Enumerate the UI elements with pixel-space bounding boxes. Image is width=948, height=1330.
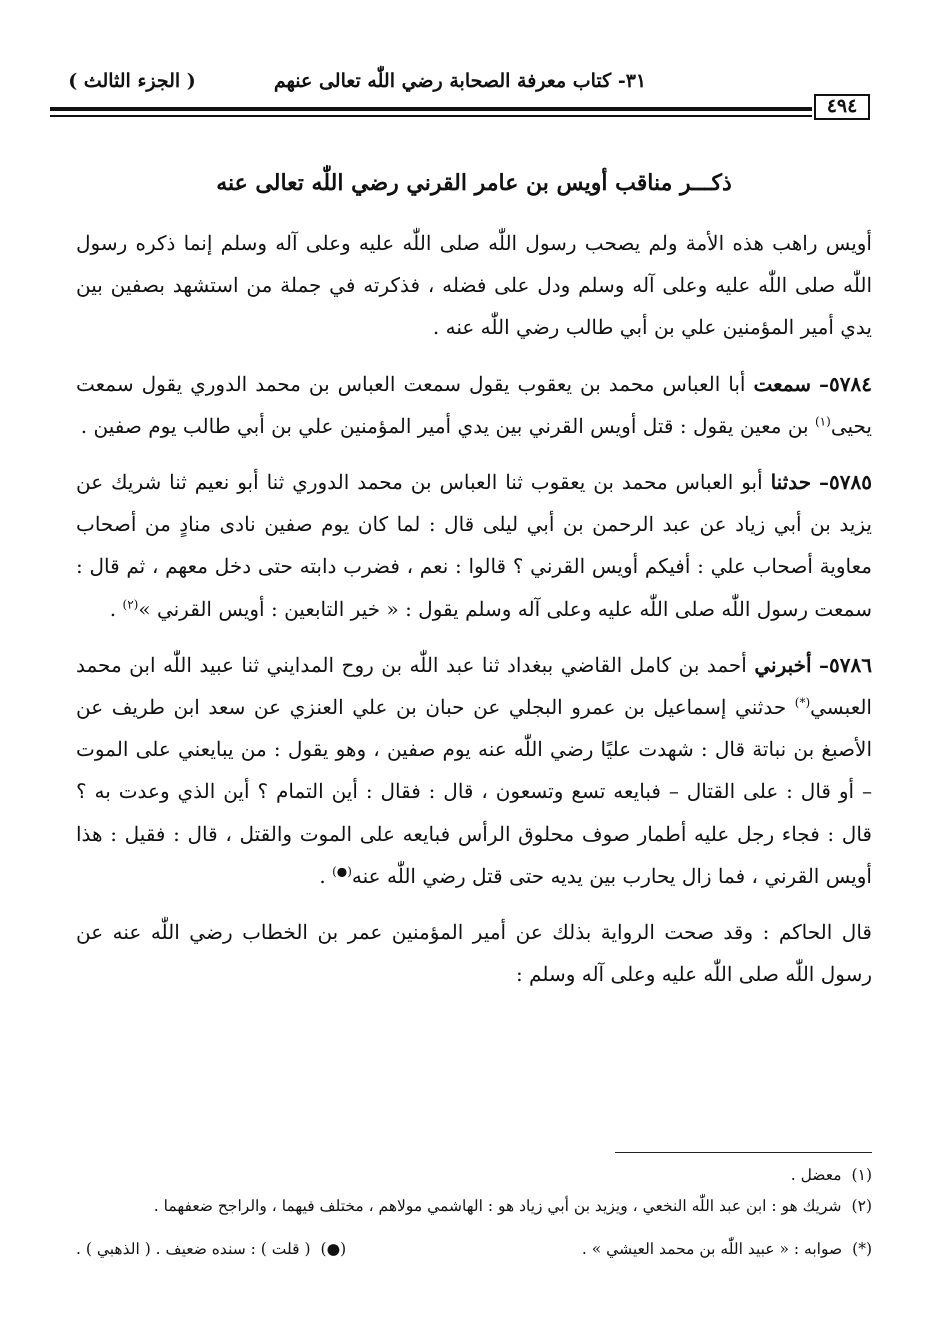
page-number: ٤٩٤	[814, 94, 870, 120]
footnote-separator	[615, 1152, 872, 1153]
footnote-star	[582, 1234, 872, 1265]
footnote-text: معضل .	[790, 1166, 842, 1184]
hadith-entry-5786	[76, 644, 872, 897]
hadith-text: .	[109, 596, 123, 621]
hadith-text: .	[319, 863, 333, 888]
header-rule-thick	[50, 107, 812, 111]
footnote-text: ( قلت ) : سنده ضعيف . ( الذهبي ) .	[76, 1240, 311, 1258]
footnote-marker: (٢)	[851, 1197, 872, 1215]
hadith-text: أبا العباس محمد بن يعقوب يقول سمعت العباس بن محمد الدوري يقول سمعت يحيى	[76, 371, 872, 438]
hadith-number: ٥٧٨٦–	[819, 652, 872, 677]
footnote-text: صوابه : « عبيد اللّٰه بن محمد العيشي » .	[581, 1240, 843, 1258]
hadith-entry-5785	[76, 461, 872, 630]
hadith-lead-word: سمعت	[753, 371, 812, 396]
footnote-dot	[76, 1234, 346, 1265]
hadith-entry-5784	[76, 363, 872, 447]
hadith-lead-word: أخبرني	[754, 652, 812, 677]
footnote-1	[76, 1160, 872, 1191]
hadith-number: ٥٧٨٥–	[819, 470, 872, 495]
hadith-lead-word: حدثنا	[770, 470, 812, 495]
hadith-text: بن معين يقول : قتل أويس القرني بين يدي أمير المؤمنين علي بن أبي طالب يوم صفين .	[80, 413, 815, 438]
footnote-marker: (*)	[852, 1240, 872, 1258]
main-text	[76, 222, 872, 995]
footnote-marker: (●)	[320, 1240, 347, 1258]
footnote-reference: (١)	[814, 414, 831, 429]
hadith-text: حدثني إسماعيل بن عمرو البجلي عن حبان بن علي العنزي عن سعد ابن طريف عن الأصبغ بن نباتة قال : شهدت عليًا رضي اللّٰه عنه يوم صفين ، وهو يقول : من يبايعني على الموت – أو قال : على القتال – فبايعه تسع وتسعون ، قال : فقال : أين التمام ؟ أين الذي وعدت به ؟ قال : فجاء رجل عليه أطمار صوف محلوق الرأس فبايعه على الموت والقتل ، قال : فقيل : هذا أويس القرني ، فما زال يحارب بين يديه حتى قتل رضي اللّٰه عنه	[76, 695, 872, 888]
running-header-volume: ( الجزء الثالث )	[68, 70, 196, 92]
footnotes	[76, 1160, 872, 1265]
footnote-reference: (٢)	[122, 596, 139, 611]
footnote-marker: (١)	[851, 1166, 872, 1184]
footnote-reference: (●)	[332, 864, 352, 879]
closing-paragraph: قال الحاكم : وقد صحت الرواية بذلك عن أمير المؤمنين عمر بن الخطاب رضي اللّٰه عنه عن رسول اللّٰه صلى اللّٰه عليه وعلى آله وسلم :	[76, 920, 872, 987]
hadith-text: أحمد بن كامل القاضي ببغداد ثنا عبد اللّٰه بن روح المدايني ثنا عبيد اللّٰه ابن محمد العبسي	[76, 652, 872, 720]
header-rule-thin	[50, 115, 812, 117]
footnote-text: شريك هو : ابن عبد اللّٰه النخعي ، ويزيد بن أبي زياد هو : الهاشمي مولاهم ، مختلف فيهما ، والراجح ضعفهما .	[153, 1197, 842, 1215]
running-header-chapter: ٣١- كتاب معرفة الصحابة رضي اللّٰه تعالى عنهم	[273, 70, 647, 92]
hadith-number: ٥٧٨٤–	[819, 371, 873, 396]
footnote-2	[76, 1191, 872, 1222]
intro-paragraph: أويس راهب هذه الأمة ولم يصحب رسول اللّٰه صلى اللّٰه عليه وعلى آله وسلم إنما ذكره رسول اللّٰه صلى اللّٰه عليه وعلى آله وسلم ودل على فضله ، فذكرته في جملة من استشهد بصفين بين يدي أمير المؤمنين علي بن أبي طالب رضي اللّٰه عنه .	[76, 231, 872, 340]
hadith-text: أبو العباس محمد بن يعقوب ثنا العباس بن محمد الدوري ثنا أبو نعيم ثنا شريك عن يزيد بن أبي زياد عن عبد الرحمن بن أبي ليلى قال : لما كان يوم صفين نادى منادٍ من أصحاب معاوية أصحاب علي : أفيكم أويس القرني ؟ قالوا : نعم ، فضرب دابته حتى دخل معهم ، ثم قال : سمعت رسول اللّٰه صلى اللّٰه عليه وعلى آله وسلم يقول : « خير التابعين : أويس القرني »	[76, 470, 872, 621]
section-title: ذكـــر مناقب أويس بن عامر القرني رضي اللّٰه تعالى عنه	[216, 170, 732, 196]
footnote-reference: (*)	[794, 695, 811, 710]
footnote-row-notes	[76, 1234, 872, 1265]
